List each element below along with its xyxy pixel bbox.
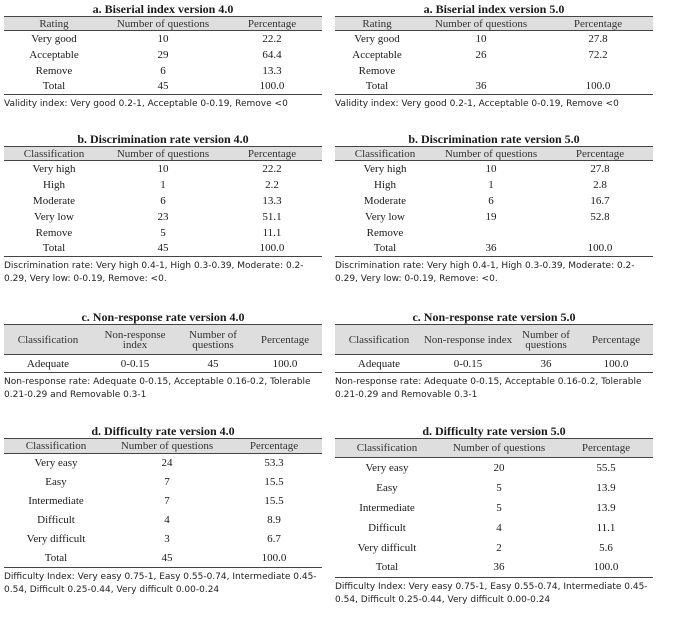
table-row — [4, 492, 322, 511]
cell: 53.3 — [264, 457, 284, 470]
cell: 8.9 — [267, 514, 281, 526]
cell: Acceptable — [352, 48, 402, 61]
biserial-v4-title: a. Biserial index version 4.0 — [92, 2, 234, 16]
table-row — [335, 458, 653, 478]
cell: 7 — [164, 476, 170, 488]
col-header: Number of questions — [513, 325, 579, 355]
table-row — [335, 31, 653, 47]
cell: 10 — [485, 162, 497, 175]
table-row — [335, 225, 653, 241]
biserial-v5-note: Validity index: Very good 0.2-1, Acceptable 0-0.19, Remove <0 — [335, 99, 619, 109]
cell: 10 — [157, 32, 169, 45]
cell: 45 — [104, 79, 222, 95]
cell: Easy — [45, 476, 67, 488]
cell: Very difficult — [26, 533, 86, 545]
nonresponse-v5-note: Non-response rate: Adequate 0-0.15, Acceptable 0.16-0.2, Tolerable 0.21-0.29 and Removable 0.3-1 — [335, 377, 642, 400]
nonresponse-v5-panel — [335, 310, 653, 402]
col-header: Rating — [335, 17, 419, 31]
cell: 27.8 — [588, 32, 608, 45]
col-header: Classification — [335, 325, 423, 355]
cell: Difficult — [37, 514, 75, 526]
cell: 22.2 — [262, 32, 282, 45]
col-header: Percentage — [222, 17, 322, 31]
col-header: Number of questions — [178, 325, 248, 355]
cell: Total — [4, 79, 104, 95]
cell: Very difficult — [357, 541, 417, 554]
cell: 1 — [160, 178, 166, 191]
col-header: Percentage — [222, 147, 322, 161]
cell: Remove — [35, 64, 73, 77]
discrimination-v4-table — [4, 146, 322, 257]
col-header: Number of questions — [104, 17, 222, 31]
table-row — [335, 538, 653, 558]
cell: 100.0 — [543, 79, 653, 95]
cell: Very high — [363, 162, 407, 175]
cell: 2 — [496, 541, 502, 554]
table-row — [4, 241, 322, 257]
col-header: Percentage — [543, 17, 653, 31]
table-row — [4, 31, 322, 47]
cell: 45 — [104, 241, 222, 257]
cell: 11.1 — [596, 521, 616, 534]
table-row — [4, 193, 322, 209]
cell: 45 — [178, 355, 248, 373]
col-header: Classification — [4, 439, 108, 454]
cell: 3 — [164, 533, 170, 545]
cell: 64.4 — [262, 48, 282, 61]
table-row — [335, 355, 653, 373]
cell: Remove — [358, 64, 396, 77]
cell: 100.0 — [222, 241, 322, 257]
cell: 4 — [164, 514, 170, 526]
cell: 23 — [157, 210, 169, 223]
cell: Very good — [354, 32, 400, 45]
cell: 100.0 — [579, 355, 653, 373]
cell: Intermediate — [28, 495, 84, 507]
cell: 10 — [475, 32, 487, 45]
cell: 13.3 — [262, 64, 282, 77]
nonresponse-v4-note: Non-response rate: Adequate 0-0.15, Acceptable 0.16-0.2, Tolerable 0.21-0.29 and Removable 0.3-1 — [4, 377, 311, 400]
cell: 5 — [496, 501, 502, 514]
cell: 36 — [513, 355, 579, 373]
table-row — [335, 241, 653, 257]
col-header: Number of questions — [104, 147, 222, 161]
cell: 15.5 — [264, 495, 284, 507]
table-row — [4, 530, 322, 549]
table-row — [4, 161, 322, 177]
cell: 13.9 — [596, 481, 616, 494]
col-header: Number of questions — [435, 147, 547, 161]
cell: 45 — [108, 549, 226, 568]
table-row — [4, 549, 322, 568]
cell: Moderate — [363, 194, 407, 207]
cell: Total — [335, 79, 419, 95]
nonresponse-v4-panel — [4, 310, 322, 402]
difficulty-v4-title: d. Difficulty rate version 4.0 — [91, 424, 235, 438]
cell: 6 — [160, 194, 166, 207]
cell: 7 — [164, 495, 170, 507]
discrimination-v5-note: Discrimination rate: Very high 0.4-1, High 0.3-0.39, Moderate: 0.2-0.29, Very low: 0-0.19, Remove: <0. — [335, 261, 635, 284]
cell: 2.8 — [593, 178, 607, 191]
discrimination-v4-panel — [4, 132, 322, 286]
table-row — [335, 209, 653, 225]
col-header: Number of questions — [419, 17, 543, 31]
biserial-v4-note: Validity index: Very good 0.2-1, Acceptable 0-0.19, Remove <0 — [4, 99, 288, 109]
cell: Total — [4, 549, 108, 568]
cell: 52.8 — [590, 210, 610, 223]
biserial-v5-title: a. Biserial index version 5.0 — [423, 2, 565, 16]
nonresponse-v5-table — [335, 324, 653, 373]
cell: 6 — [160, 64, 166, 77]
table-row — [4, 473, 322, 492]
table-row — [4, 47, 322, 63]
cell: 36 — [439, 558, 559, 578]
biserial-v5-panel — [335, 2, 653, 111]
cell: Easy — [376, 481, 398, 494]
cell — [547, 225, 653, 241]
cell: 100.0 — [248, 355, 322, 373]
table-row — [4, 355, 322, 373]
cell: 36 — [435, 241, 547, 257]
cell: Total — [335, 558, 439, 578]
table-row — [335, 161, 653, 177]
cell: 0-0.15 — [423, 355, 513, 373]
cell: Total — [335, 241, 435, 257]
cell: High — [374, 178, 396, 191]
cell: Remove — [366, 226, 404, 239]
cell: 13.3 — [262, 194, 282, 207]
cell: 15.5 — [264, 476, 284, 488]
cell: 100.0 — [547, 241, 653, 257]
cell: 1 — [488, 178, 494, 191]
difficulty-v4-table — [4, 438, 322, 568]
cell: 100.0 — [222, 79, 322, 95]
cell: Very easy — [34, 457, 78, 470]
biserial-v5-table — [335, 16, 653, 95]
cell: Adequate — [4, 355, 92, 373]
table-row — [4, 225, 322, 241]
cell: 6.7 — [267, 533, 281, 545]
cell: 13.9 — [596, 501, 616, 514]
cell: 0-0.15 — [92, 355, 178, 373]
col-header: Number of questions — [439, 439, 559, 458]
table-row — [335, 47, 653, 63]
table-row — [4, 63, 322, 79]
col-header: Percentage — [559, 439, 653, 458]
table-row — [335, 478, 653, 498]
cell — [419, 63, 543, 79]
cell: 22.2 — [262, 162, 282, 175]
col-header: Percentage — [579, 325, 653, 355]
difficulty-v5-table — [335, 438, 653, 578]
difficulty-v4-panel — [4, 424, 322, 597]
cell: Difficult — [368, 521, 406, 534]
biserial-v4-table — [4, 16, 322, 95]
cell: 36 — [419, 79, 543, 95]
col-header: Number of questions — [108, 439, 226, 454]
col-header: Percentage — [248, 325, 322, 355]
cell — [435, 225, 547, 241]
cell: Very easy — [365, 461, 409, 474]
table-row — [4, 79, 322, 95]
cell — [543, 63, 653, 79]
table-row — [335, 63, 653, 79]
col-header: Classification — [4, 147, 104, 161]
cell: 2.2 — [265, 178, 279, 191]
difficulty-v5-title: d. Difficulty rate version 5.0 — [422, 424, 566, 438]
discrimination-v5-panel — [335, 132, 653, 286]
cell: Moderate — [32, 194, 76, 207]
table-row — [335, 79, 653, 95]
cell: Very high — [32, 162, 76, 175]
difficulty-v5-panel — [335, 424, 653, 607]
cell: 11.1 — [262, 226, 282, 239]
cell: 55.5 — [596, 461, 616, 474]
difficulty-v5-note: Difficulty Index: Very easy 0.75-1, Easy 0.55-0.74, Intermediate 0.45-0.54, Difficult 0.25-0.44, Very difficult 0.00-0.24 — [335, 582, 648, 605]
col-header: Percentage — [226, 439, 322, 454]
discrimination-v5-table — [335, 146, 653, 257]
cell: 24 — [161, 457, 173, 470]
cell: 16.7 — [590, 194, 610, 207]
discrimination-v5-title: b. Discrimination rate version 5.0 — [408, 132, 580, 146]
cell: Very low — [364, 210, 406, 223]
cell: 26 — [475, 48, 487, 61]
cell: 72.2 — [588, 48, 608, 61]
cell: 29 — [157, 48, 169, 61]
col-header: Classification — [335, 439, 439, 458]
discrimination-v4-note: Discrimination rate: Very high 0.4-1, High 0.3-0.39, Moderate: 0.2-0.29, Very low: 0-0.19, Remove: <0. — [4, 261, 304, 284]
table-row — [335, 518, 653, 538]
nonresponse-v4-title: c. Non-response rate version 4.0 — [81, 310, 245, 324]
biserial-v4-panel — [4, 2, 322, 111]
cell: 5 — [160, 226, 166, 239]
cell: Total — [4, 241, 104, 257]
table-row — [4, 177, 322, 193]
cell: 6 — [488, 194, 494, 207]
nonresponse-v5-title: c. Non-response rate version 5.0 — [412, 310, 576, 324]
table-row — [335, 177, 653, 193]
cell: Very low — [33, 210, 75, 223]
cell: 51.1 — [262, 210, 282, 223]
table-row — [335, 193, 653, 209]
cell: 5.6 — [599, 541, 613, 554]
table-row — [335, 498, 653, 518]
cell: Adequate — [335, 355, 423, 373]
cell: 20 — [493, 461, 505, 474]
nonresponse-v4-table — [4, 324, 322, 373]
col-header: Classification — [4, 325, 92, 355]
table-row — [4, 511, 322, 530]
difficulty-v4-note: Difficulty Index: Very easy 0.75-1, Easy 0.55-0.74, Intermediate 0.45-0.54, Difficult 0.25-0.44, Very difficult 0.00-0.24 — [4, 572, 317, 595]
cell: Remove — [35, 226, 73, 239]
table-row — [4, 454, 322, 473]
cell: 27.8 — [590, 162, 610, 175]
cell: 19 — [485, 210, 497, 223]
table-row — [4, 209, 322, 225]
col-header: Classification — [335, 147, 435, 161]
cell: Acceptable — [29, 48, 79, 61]
table-row — [335, 558, 653, 578]
discrimination-v4-title: b. Discrimination rate version 4.0 — [77, 132, 249, 146]
cell: 10 — [157, 162, 169, 175]
col-header: Non-response index — [423, 325, 513, 355]
cell: 5 — [496, 481, 502, 494]
cell: High — [43, 178, 65, 191]
cell: 4 — [496, 521, 502, 534]
cell: 100.0 — [226, 549, 322, 568]
col-header: Rating — [4, 17, 104, 31]
cell: Very good — [31, 32, 77, 45]
cell: Intermediate — [359, 501, 415, 514]
col-header: Non-response index — [92, 325, 178, 355]
cell: 100.0 — [559, 558, 653, 578]
col-header: Percentage — [547, 147, 653, 161]
